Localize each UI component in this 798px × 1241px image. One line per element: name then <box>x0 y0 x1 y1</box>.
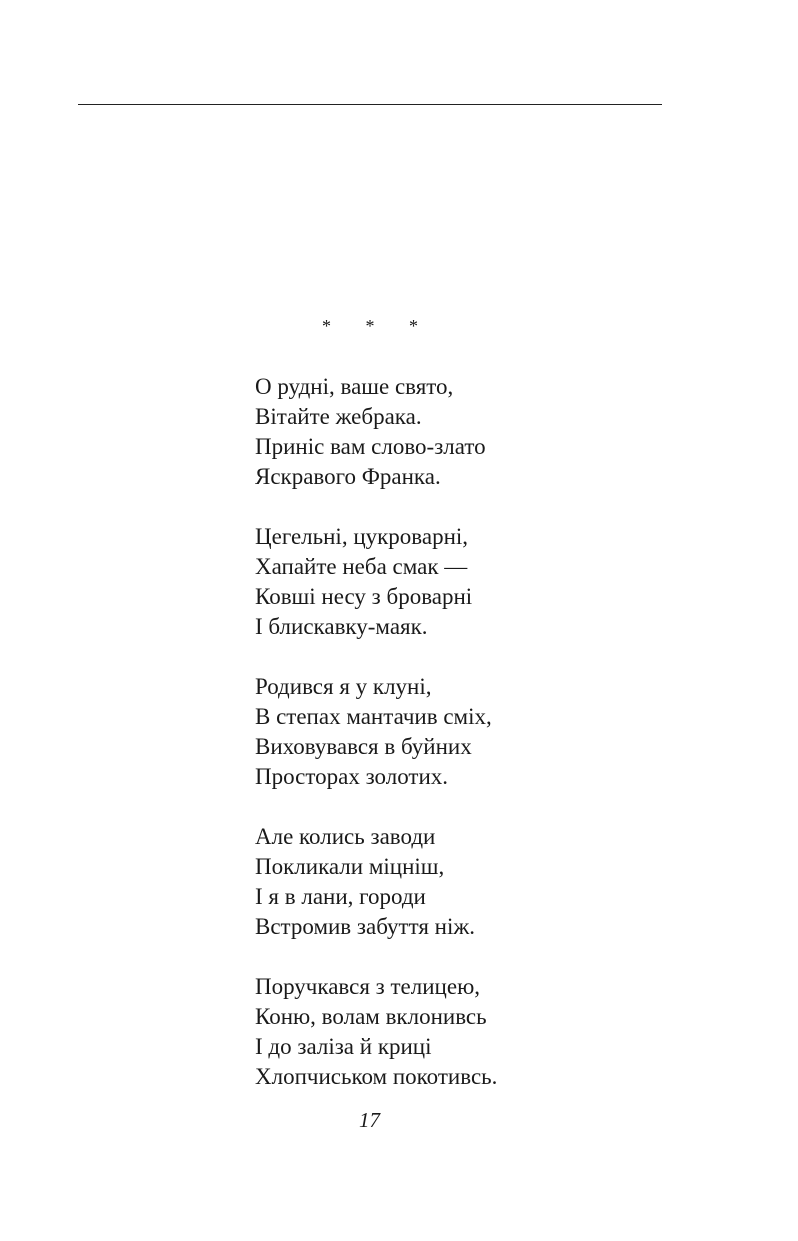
poem-line: Вітайте жебрака. <box>255 404 422 429</box>
poem-line: Родився я у клуні, <box>255 674 432 699</box>
asterisk-icon: * <box>365 316 375 336</box>
poem-line: Поручкався з телицею, <box>255 974 481 999</box>
poem-line: Просторах золотих. <box>255 764 449 789</box>
poem-line: Але колись заводи <box>255 824 436 849</box>
header-rule <box>78 104 662 105</box>
poem-line: О рудні, ваше свято, <box>255 374 454 399</box>
poem-line: Приніс вам слово-злато <box>255 434 486 459</box>
poem-line: В степах мантачив сміх, <box>255 704 492 729</box>
poem-line: І я в лани, городи <box>255 884 426 909</box>
poem-line: Виховувався в буйних <box>255 734 472 759</box>
poem-line: Коню, волам вклонивсь <box>255 1004 487 1029</box>
stanza-1 <box>255 372 755 492</box>
stanza-3 <box>255 672 755 792</box>
poem-line: Яскравого Франка. <box>255 464 441 489</box>
poem-line: Цегельні, цукроварні, <box>255 524 469 549</box>
poem-line: Хапайте неба смак — <box>255 554 468 579</box>
stanza-5 <box>255 972 755 1092</box>
poem-line: І блискавку-маяк. <box>255 614 428 639</box>
page-number: 17 <box>359 1108 380 1132</box>
poem-line: Ковші несу з броварні <box>255 584 473 609</box>
poem-line: І до заліза й криці <box>255 1034 432 1059</box>
stanza-4 <box>255 822 755 942</box>
poem-line: Хлопчиськом покотивсь. <box>255 1064 498 1089</box>
poem-line: Встромив забуття ніж. <box>255 914 476 939</box>
poem-line: Покликали міцніш, <box>255 854 445 879</box>
asterisk-icon: * <box>409 316 418 336</box>
stanza-2 <box>255 522 755 642</box>
asterisk-icon: * <box>322 316 331 336</box>
poem-body <box>255 372 755 1122</box>
stanza-separator <box>322 316 418 336</box>
